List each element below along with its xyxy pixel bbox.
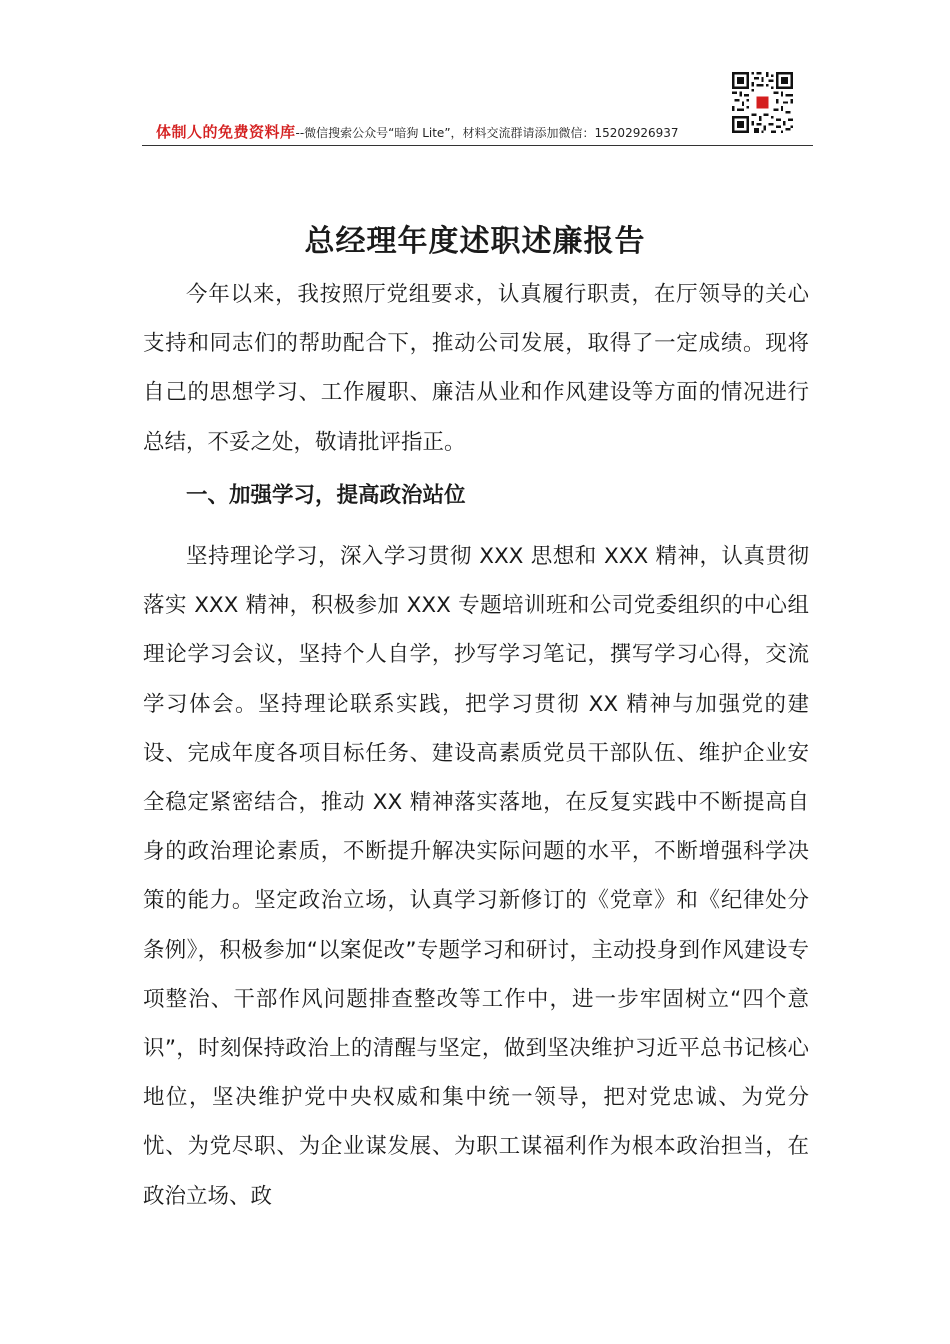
document-title: 总经理年度述职述廉报告	[304, 224, 646, 260]
qr-code-icon[interactable]	[732, 72, 793, 133]
header-brand: 体制人的免费资料库	[156, 123, 296, 141]
header-divider	[142, 145, 813, 146]
intro-paragraph: 今年以来，我按照厅党组要求，认真履行职责，在厅领导的关心支持和同志们的帮助配合下，推动公司发展，取得了一定成绩。现将自己的思想学习、工作履职、廉洁从业和作风建设等方面的情况进行总结，不妥之处，敬请批评指正。	[143, 282, 809, 455]
section-heading-1: 一、加强学习，提高政治站位	[186, 483, 466, 508]
page-header	[142, 72, 813, 146]
header-caption	[156, 124, 679, 141]
section-1-body: 坚持理论学习，深入学习贯彻 XXX 思想和 XXX 精神，认真贯彻落实 XXX 精神，积极参加 XXX 专题培训班和公司党委组织的中心组理论学习会议，坚持个人自学，抄写学习笔记，撰写学习心得，交流学习体会。坚持理论联系实践，把学习贯彻 XX 精神与加强党的建设、完成年度各项目标任务、建设高素质党员干部队伍、维护企业安全稳定紧密结合，推动 XX 精神落实落地，在反复实践中不断提高自身的政治理论素质，不断提升解决实际问题的水平，不断增强科学决策的能力。坚定政治立场，认真学习新修订的《党章》和《纪律处分条例》，积极参加“以案促改”专题学习和研讨，主动投身到作风建设专项整治、干部作风问题排查整改等工作中，进一步牢固树立“四个意识”，时刻保持政治上的清醒与坚定，做到坚决维护习近平总书记核心地位，坚决维护党中央权威和集中统一领导，把对党忠诚、为党分忧、为党尽职、为企业谋发展、为职工谋福利作为根本政治担当，在政治立场、政	[143, 544, 809, 1209]
header-info: --微信搜索公众号“暗狗 Lite”，材料交流群请添加微信：15202926937	[295, 126, 679, 140]
